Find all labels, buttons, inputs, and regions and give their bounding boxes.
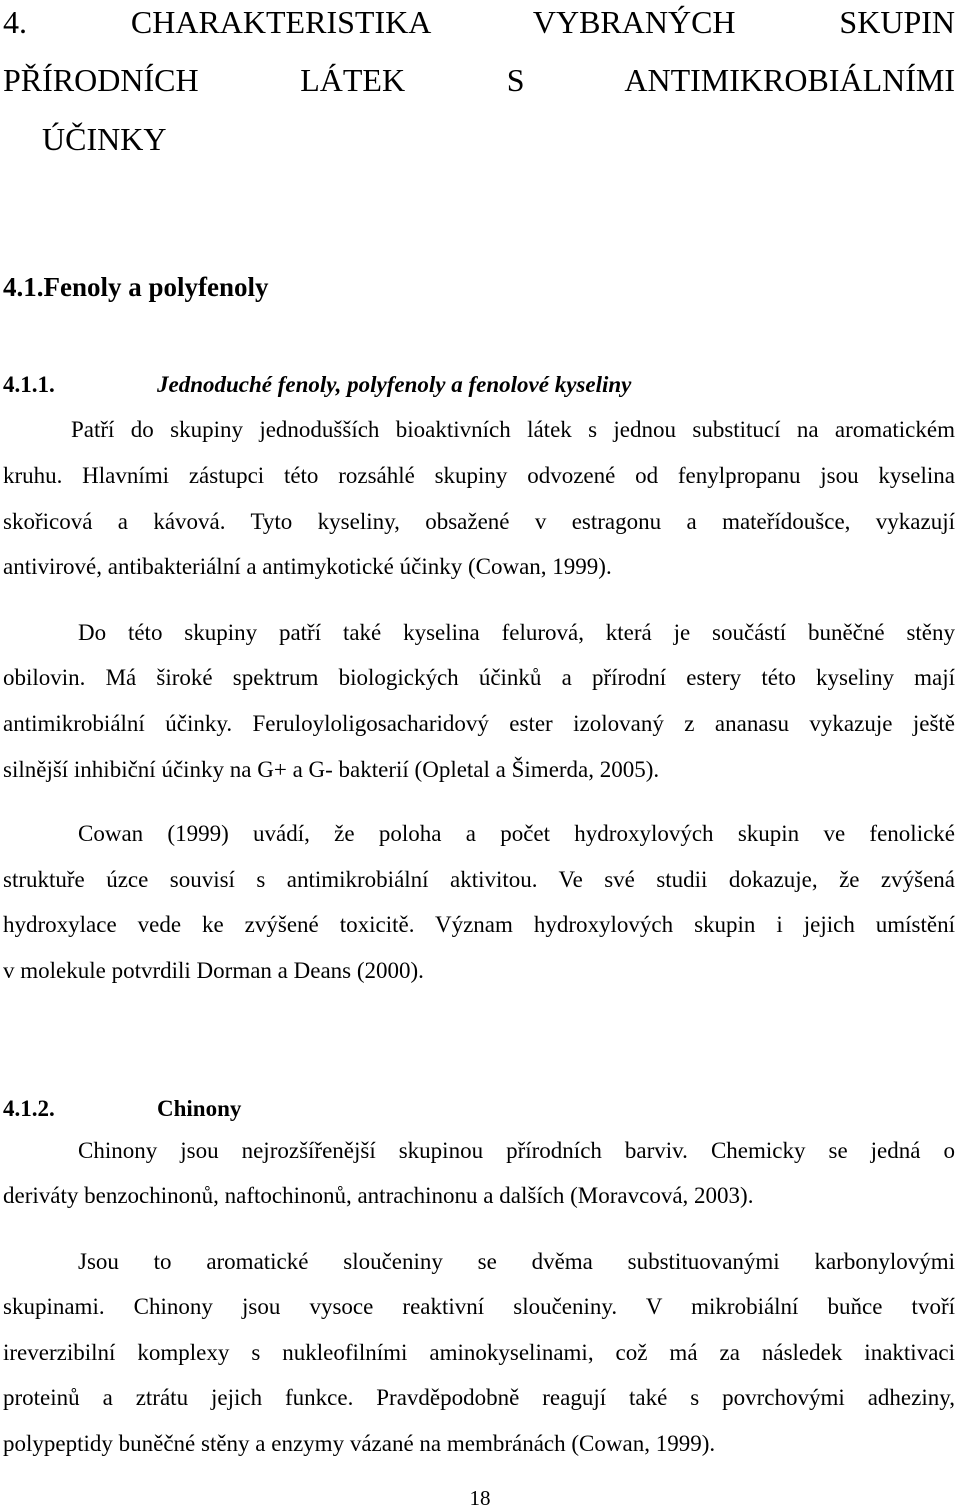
paragraph-line: deriváty benzochinonů, naftochinonů, antrachinonu a dalších (Moravcová, 2003). xyxy=(3,1183,754,1208)
paragraph-line: silnější inhibiční účinky na G+ a G- bakterií (Opletal a Šimerda, 2005). xyxy=(3,757,660,782)
subsection-title: Chinony xyxy=(157,1096,242,1121)
paragraph-line: antimikrobiální účinky. Feruloyloligosacharidový ester izolovaný z ananasu vykazuje ještě xyxy=(3,711,955,736)
chapter-title-line-3: ÚČINKY xyxy=(42,121,167,157)
paragraph-line: polypeptidy buněčné stěny a enzymy vázané na membránách (Cowan, 1999). xyxy=(3,1431,716,1456)
paragraph-line: ireverzibilní komplexy s nukleofilními aminokyselinami, což má za následek inaktivaci xyxy=(3,1340,955,1365)
paragraph-line: v molekule potvrdili Dorman a Deans (2000). xyxy=(3,958,424,983)
page-number: 18 xyxy=(469,1486,491,1510)
paragraph-line: Patří do skupiny jednodušších bioaktivních látek s jednou substitucí na aromatickém xyxy=(71,417,955,442)
section-heading: 4.1.Fenoly a polyfenoly xyxy=(3,272,269,302)
chapter-title-line-1: 4. CHARAKTERISTIKA VYBRANÝCH SKUPIN xyxy=(3,4,955,40)
chapter-title-line-2: PŘÍRODNÍCH LÁTEK S ANTIMIKROBIÁLNÍMI xyxy=(3,62,955,98)
paragraph-line: proteinů a ztrátu jejich funkce. Pravděpodobně reagují také s povrchovými adheziny, xyxy=(3,1385,955,1410)
paragraph-line: hydroxylace vede ke zvýšené toxicitě. Význam hydroxylových skupin i jejich umístění xyxy=(3,912,955,937)
paragraph-line: skořicová a kávová. Tyto kyseliny, obsažené v estragonu a mateřídoušce, vykazují xyxy=(3,509,955,534)
paragraph-line: antivirové, antibakteriální a antimykotické účinky (Cowan, 1999). xyxy=(3,554,612,579)
paragraph-line: Do této skupiny patří také kyselina felurová, která je součástí buněčné stěny xyxy=(78,620,955,645)
paragraph-line: obilovin. Má široké spektrum biologických účinků a přírodní estery této kyseliny mají xyxy=(3,665,955,690)
subsection-number: 4.1.2. xyxy=(3,1096,55,1121)
subsection-title-text: Jednoduché fenoly, polyfenoly a fenolové kyseliny xyxy=(157,372,632,397)
paragraph-line: Cowan (1999) uvádí, že poloha a počet hydroxylových skupin ve fenolické xyxy=(78,821,955,846)
subsection-title xyxy=(157,370,631,400)
paragraph-line: Jsou to aromatické sloučeniny se dvěma substituovanými karbonylovými xyxy=(78,1249,955,1274)
subsection-number: 4.1.1. xyxy=(3,372,55,397)
paragraph-line: Chinony jsou nejrozšířenější skupinou přírodních barviv. Chemicky se jedná o xyxy=(78,1138,955,1163)
paragraph-line: kruhu. Hlavními zástupci této rozsáhlé skupiny odvozené od fenylpropanu jsou kyselina xyxy=(3,463,955,488)
paragraph-line: skupinami. Chinony jsou vysoce reaktivní sloučeniny. V mikrobiální buňce tvoří xyxy=(3,1294,955,1319)
paragraph-line: struktuře úzce souvisí s antimikrobiální aktivitou. Ve své studii dokazuje, že zvýšená xyxy=(3,867,955,892)
